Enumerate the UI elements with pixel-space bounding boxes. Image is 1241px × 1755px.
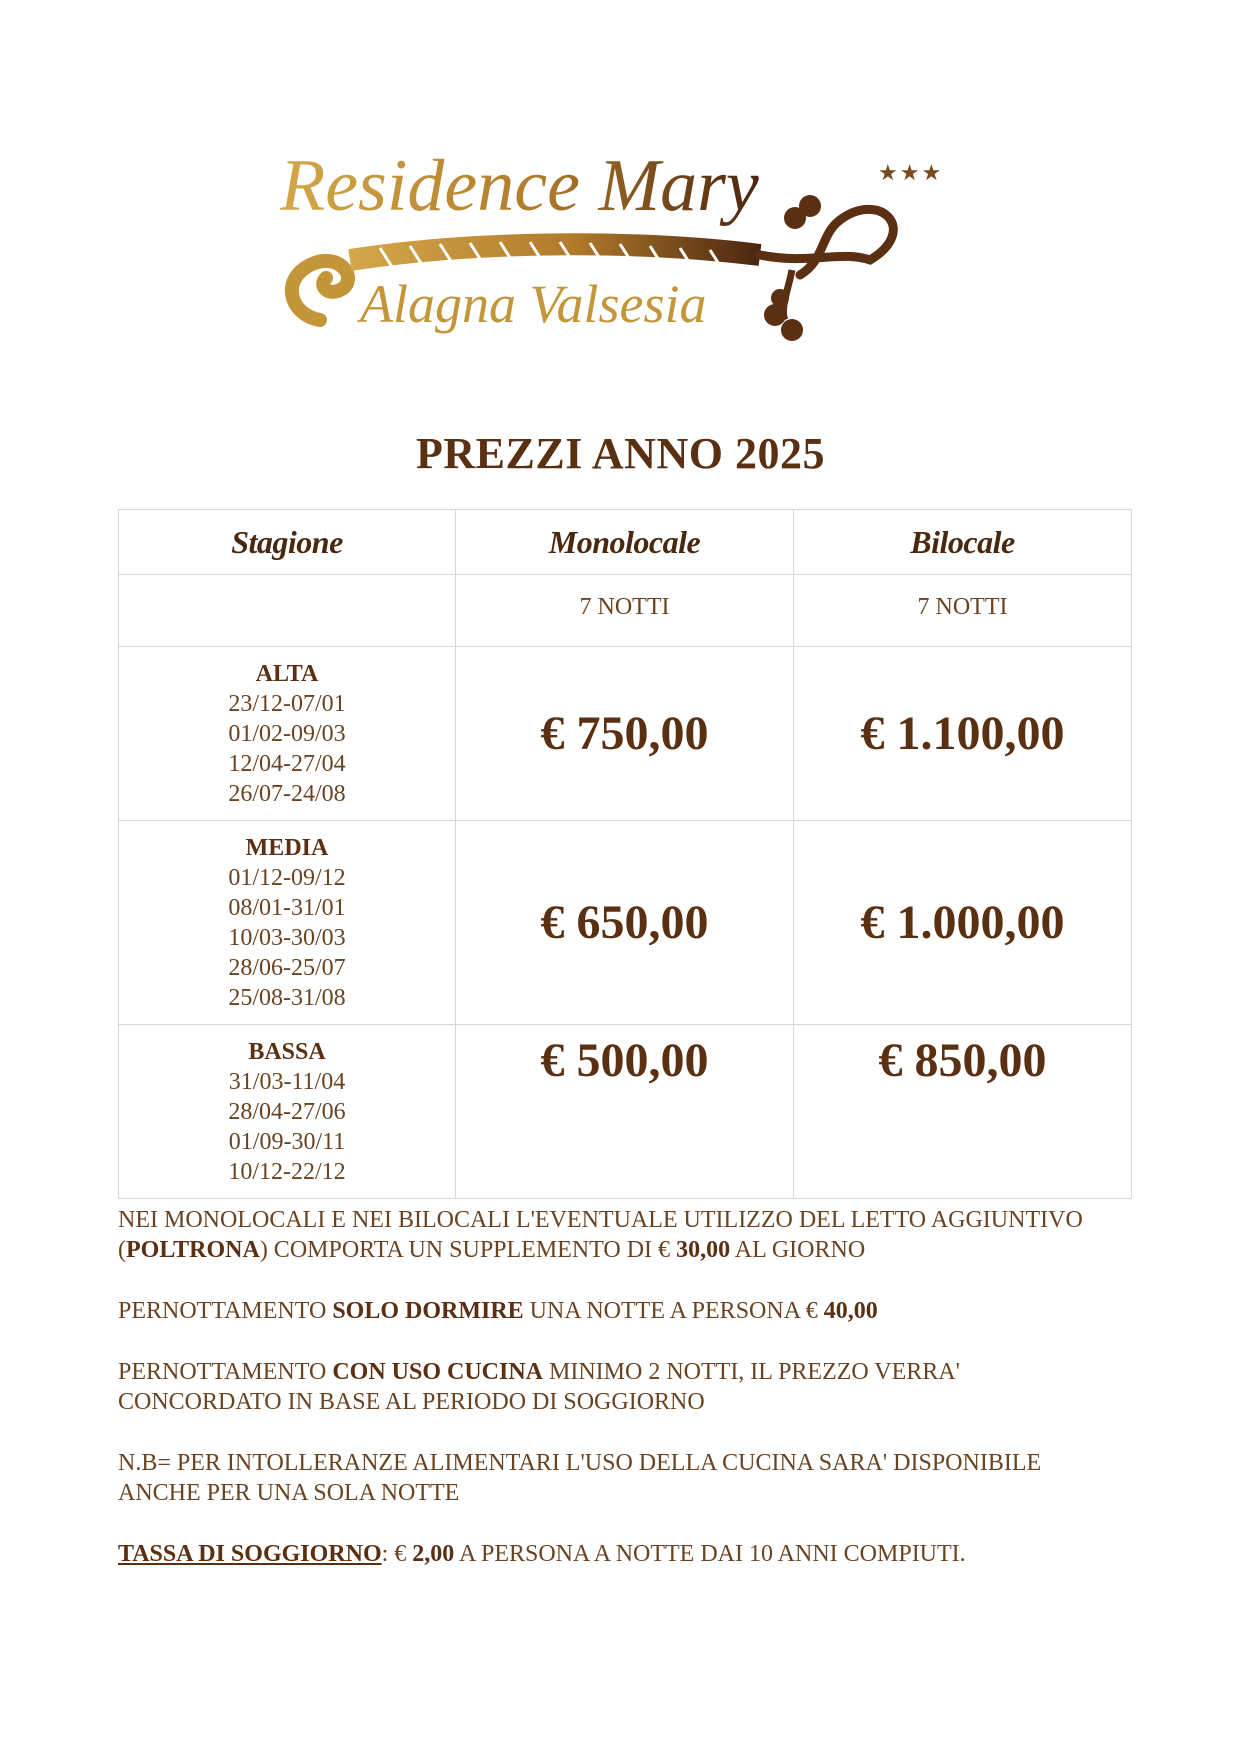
price-bilocale: € 1.000,00 [794,821,1132,1025]
season-date: 01/02-09/03 [228,720,346,747]
note-tourist-tax: TASSA DI SOGGIORNO: € 2,00 A PERSONA A NOTTE DAI 10 ANNI COMPIUTI. [118,1541,966,1567]
page-title: PREZZI ANNO 2025 [416,429,825,478]
table-row [119,821,1132,1025]
price-bilocale: € 1.100,00 [794,647,1132,821]
note-extra-bed: NEI MONOLOCALI E NEI BILOCALI L'EVENTUALE UTILIZZO DEL LETTO AGGIUNTIVO (POLTRONA) COMPORTA UN SUPPLEMENTO DI € 30,00 AL GIORNO [118,1207,1083,1263]
header-monolocale: Monolocale [456,510,794,575]
residence-mary-logo [280,140,980,380]
price-monolocale: € 650,00 [456,821,794,1025]
season-date: 01/12-09/12 [228,864,346,891]
note-intolerances: N.B= PER INTOLLERANZE ALIMENTARI L'USO DELLA CUCINA SARA' DISPONIBILE ANCHE PER UNA SOLA NOTTE [118,1450,1042,1506]
price-monolocale: € 500,00 [456,1025,794,1199]
price-table [118,509,1132,1199]
season-date: 01/09-30/11 [228,1128,346,1155]
logo-location: Alagna Valsesia [360,274,707,334]
subheader-bilocale: 7 NOTTI [794,575,1132,647]
header-bilocale: Bilocale [794,510,1132,575]
subheader-monolocale: 7 NOTTI [456,575,794,647]
price-bilocale: € 850,00 [794,1025,1132,1199]
season-name: BASSA [248,1038,326,1065]
notes [118,1205,1128,1600]
season-name: ALTA [255,660,319,687]
table-row [119,1025,1132,1199]
season-date: 31/03-11/04 [228,1068,346,1095]
season-date: 28/04-27/06 [228,1098,346,1125]
note-kitchen-use: PERNOTTAMENTO CON USO CUCINA MINIMO 2 NOTTI, IL PREZZO VERRA' CONCORDATO IN BASE AL PERIODO DI SOGGIORNO [118,1359,960,1415]
season-cell [119,1025,456,1199]
season-date: 10/12-22/12 [228,1158,346,1185]
table-row [119,647,1132,821]
season-date: 28/06-25/07 [228,954,346,981]
table-header-row [119,510,1132,575]
logo [280,140,980,380]
season-cell [119,647,456,821]
season-date: 12/04-27/04 [228,750,346,777]
subheader-stagione [119,575,456,647]
season-date: 10/03-30/03 [228,924,346,951]
note-sleep-only: PERNOTTAMENTO SOLO DORMIRE UNA NOTTE A PERSONA € 40,00 [118,1298,878,1324]
season-date: 08/01-31/01 [228,894,346,921]
logo-stars: ★★★ [878,161,944,186]
season-date: 26/07-24/08 [228,780,346,807]
season-date: 25/08-31/08 [228,984,346,1011]
logo-name: Residence Mary [280,145,759,227]
header-stagione: Stagione [119,510,456,575]
table-subheader-row [119,575,1132,647]
season-name: MEDIA [245,834,329,861]
season-date: 23/12-07/01 [228,690,346,717]
price-monolocale: € 750,00 [456,647,794,821]
season-cell [119,821,456,1025]
